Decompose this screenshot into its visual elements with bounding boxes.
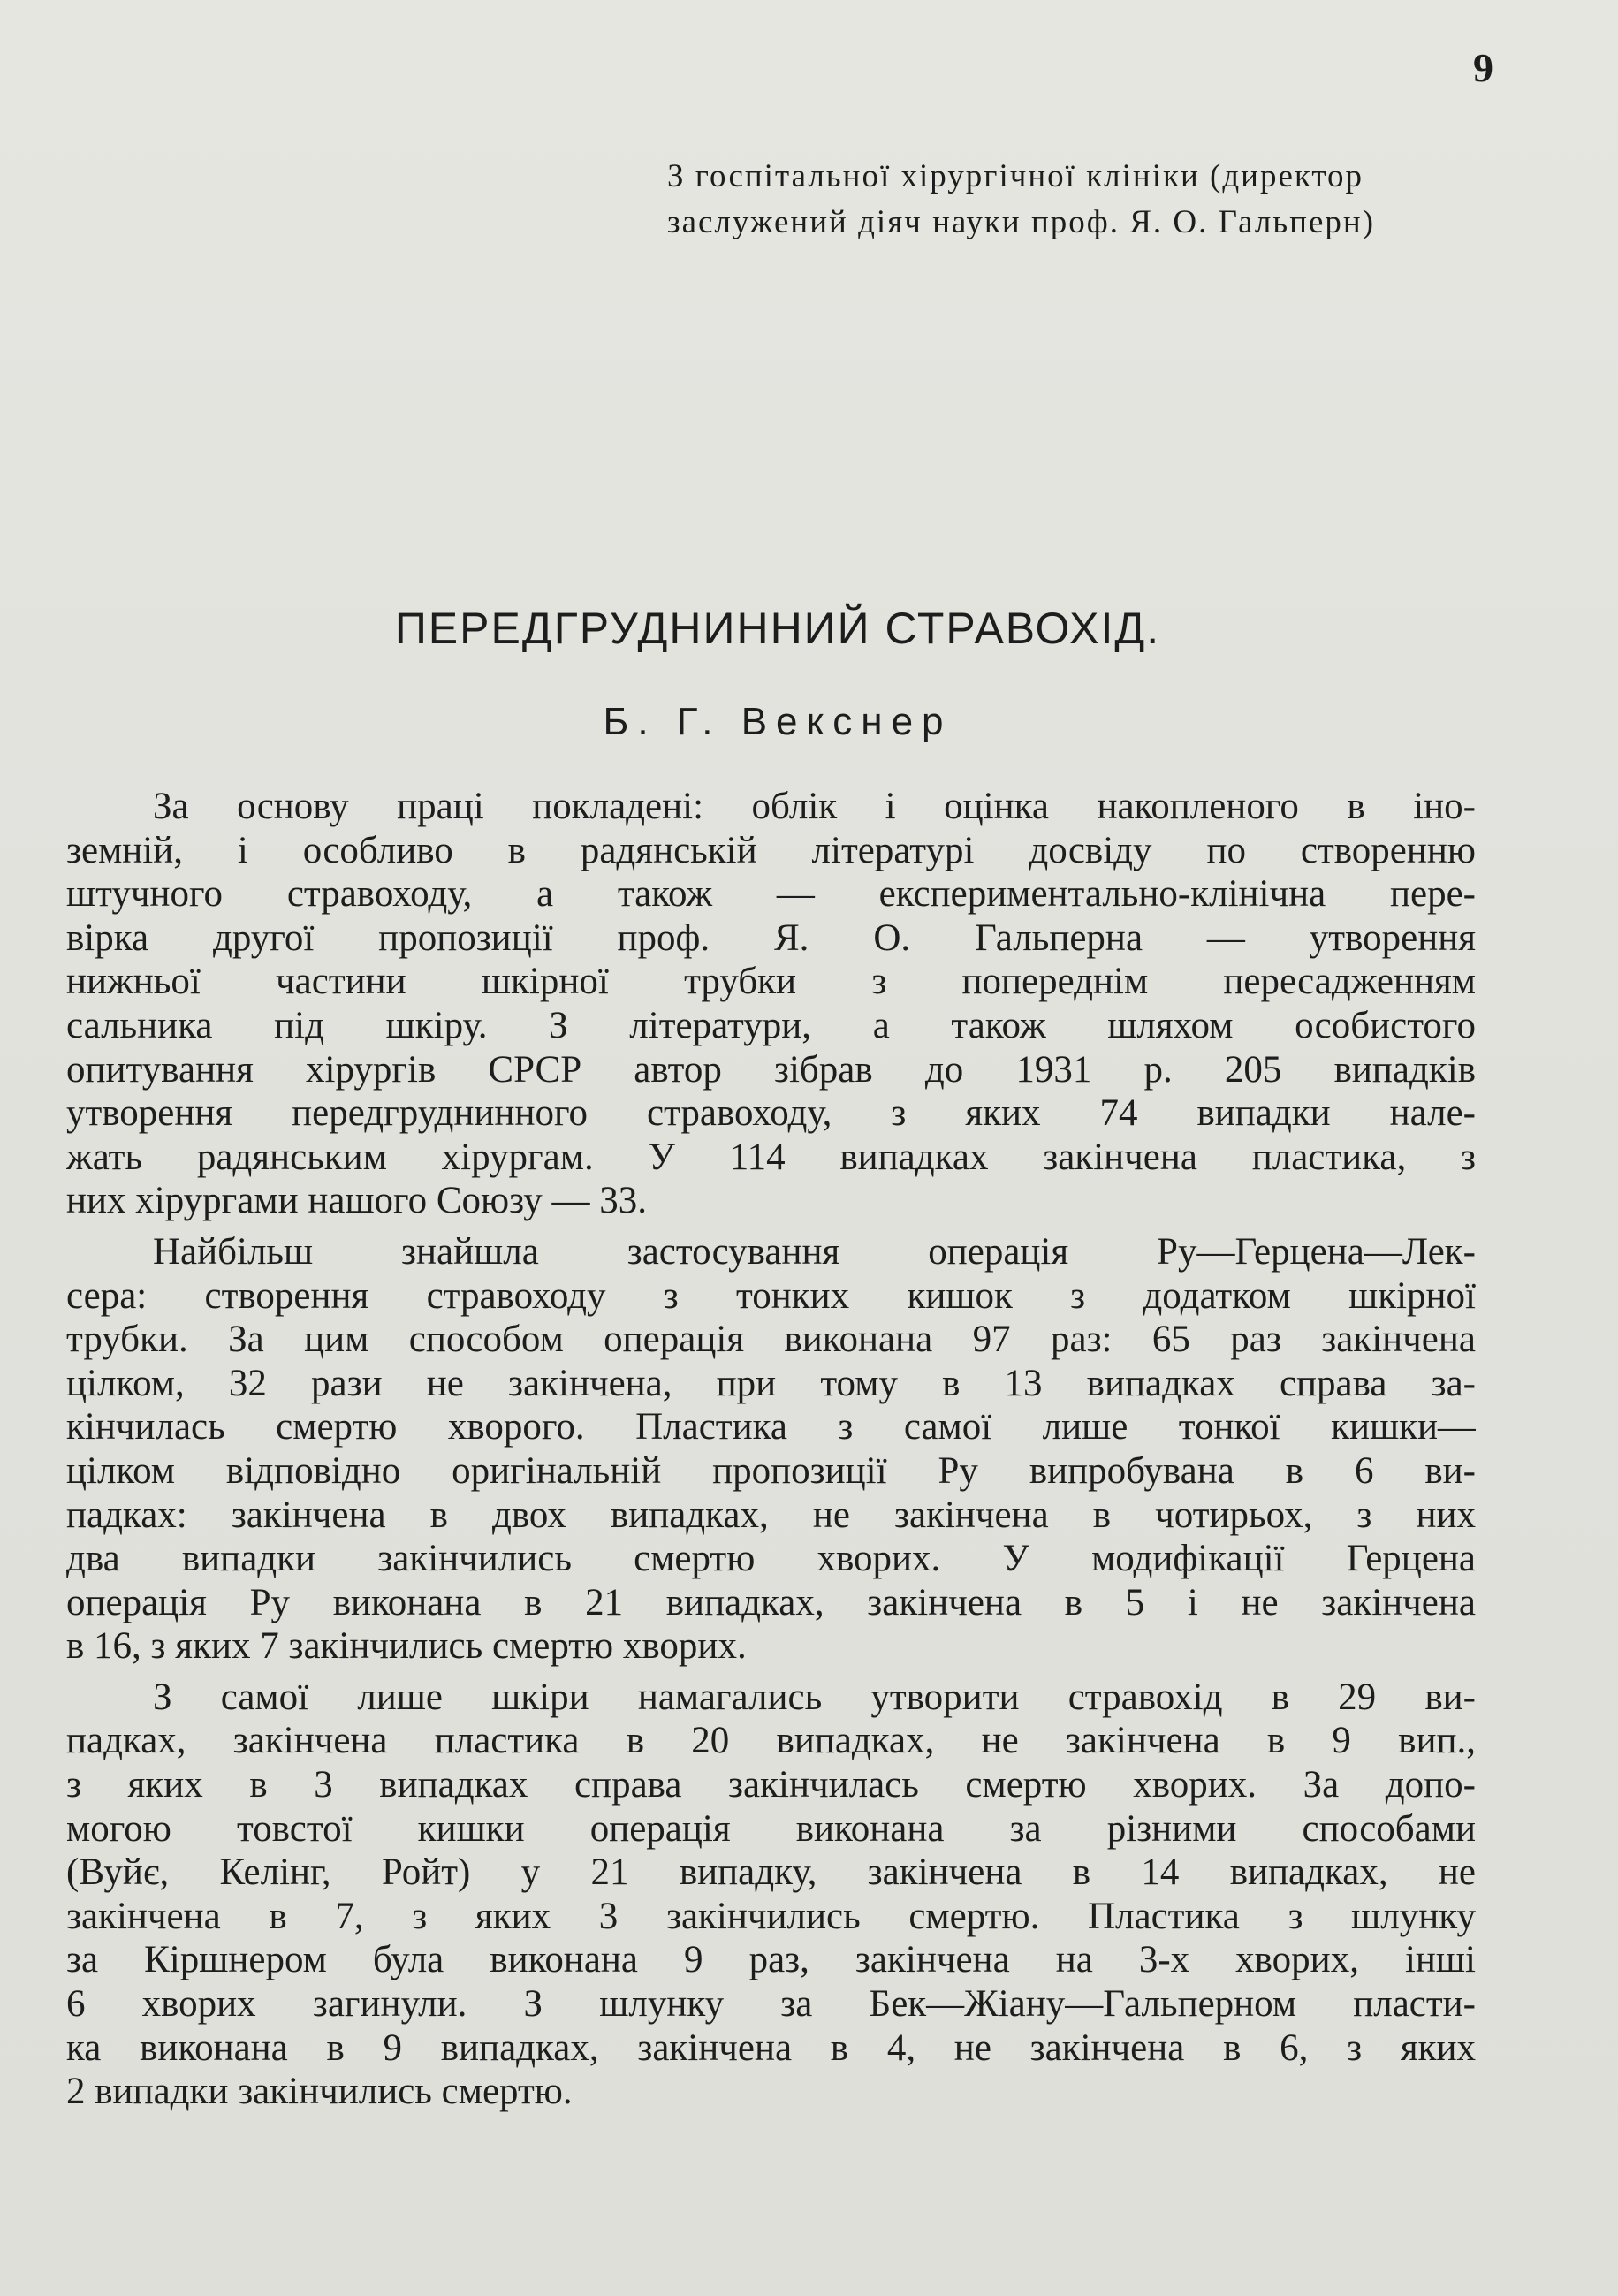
- text-line: трубки. За цим способом операція виконана 97 раз: 65 раз закінчена: [66, 1319, 1476, 1361]
- text-line: земній, і особливо в радянській літературі досвіду по створенню: [66, 829, 1476, 871]
- text-line: 2 випадки закінчились смертю.: [66, 2071, 573, 2113]
- text-line: закінчена в 7, з яких 3 закінчились смертю. Пластика з шлунку: [66, 1895, 1476, 1937]
- text-line: падках, закінчена пластика в 20 випадках, не закінчена в 9 вип.,: [66, 1720, 1476, 1762]
- text-line: жать радянським хірургам. У 114 випадках закінчена пластика, з: [66, 1136, 1476, 1178]
- text-line: ка виконана в 9 випадках, закінчена в 4, не закінчена в 6, з яких: [66, 2026, 1476, 2069]
- text-line: з яких в 3 випадках справа закінчилась смертю хворих. За допо-: [66, 1764, 1476, 1806]
- text-line: вірка другої пропозиції проф. Я. О. Гальперна — утворення: [66, 916, 1476, 959]
- paragraph: [66, 785, 1476, 1223]
- affiliation-line: З госпітальної хірургічної клініки (директор: [667, 158, 1364, 194]
- text-line: них хірургами нашого Союзу — 33.: [66, 1180, 648, 1222]
- article-author: Б. Г. Векснер: [603, 700, 953, 743]
- text-line: в 16, з яких 7 закінчились смертю хворих.: [66, 1625, 747, 1668]
- text-line: сальника під шкіру. З літератури, а також шляхом особистого: [66, 1004, 1476, 1046]
- text-line: нижньої частини шкірної трубки з попереднім пересадженням: [66, 961, 1476, 1003]
- text-line: (Вуйє, Келінг, Ройт) у 21 випадку, закінчена в 14 випадках, не: [66, 1851, 1476, 1894]
- text-line: сера: створення стравоходу з тонких кишок з додатком шкірної: [66, 1274, 1476, 1317]
- paragraph: [66, 1230, 1476, 1669]
- paragraph: [66, 1676, 1476, 2114]
- text-line: падках: закінчена в двох випадках, не закінчена в чотирьох, з них: [66, 1494, 1476, 1536]
- text-line: могою товстої кишки операція виконана за різними способами: [66, 1807, 1476, 1850]
- text-line: За основу праці покладені: облік і оцінка накопленого в іно-: [153, 786, 1476, 827]
- text-line: 6 хворих загинули. З шлунку за Бек—Жіану—Гальперном пласти-: [66, 1983, 1476, 2026]
- text-line: цілком відповідно оригінальній пропозиції Ру випробувана в 6 ви-: [66, 1449, 1476, 1492]
- article-body: [66, 785, 1476, 2121]
- text-line: кінчилась смертю хворого. Пластика з самої лише тонкої кишки—: [66, 1406, 1476, 1448]
- text-line: два випадки закінчились смертю хворих. У модифікації Герцена: [66, 1538, 1476, 1580]
- text-line: штучного стравоходу, а також — експериментально-клінічна пере-: [66, 873, 1476, 916]
- text-line: утворення передгруднинного стравоходу, з яких 74 випадки нале-: [66, 1092, 1476, 1135]
- text-line: цілком, 32 рази не закінчена, при тому в 13 випадках справа за-: [66, 1362, 1476, 1404]
- text-line: за Кіршнером була виконана 9 раз, закінчена на 3-х хворих, інші: [66, 1939, 1476, 1981]
- text-line: З самої лише шкіри намагались утворити стравохід в 29 ви-: [153, 1676, 1476, 1718]
- affiliation-line: заслужений діяч науки проф. Я. О. Гальперн): [667, 204, 1376, 240]
- text-line: опитування хірургів СРСР автор зібрав до 1931 р. 205 випадків: [66, 1048, 1476, 1091]
- affiliation-note: [667, 154, 1498, 246]
- text-line: Найбільш знайшла застосування операція Ру—Герцена—Лек-: [153, 1230, 1476, 1273]
- text-line: операція Ру виконана в 21 випадках, закінчена в 5 і не закінчена: [66, 1581, 1476, 1623]
- page-number: 9: [1473, 45, 1494, 90]
- article-title: ПЕРЕДГРУДНИННИЙ СТРАВОХІД.: [394, 604, 1161, 653]
